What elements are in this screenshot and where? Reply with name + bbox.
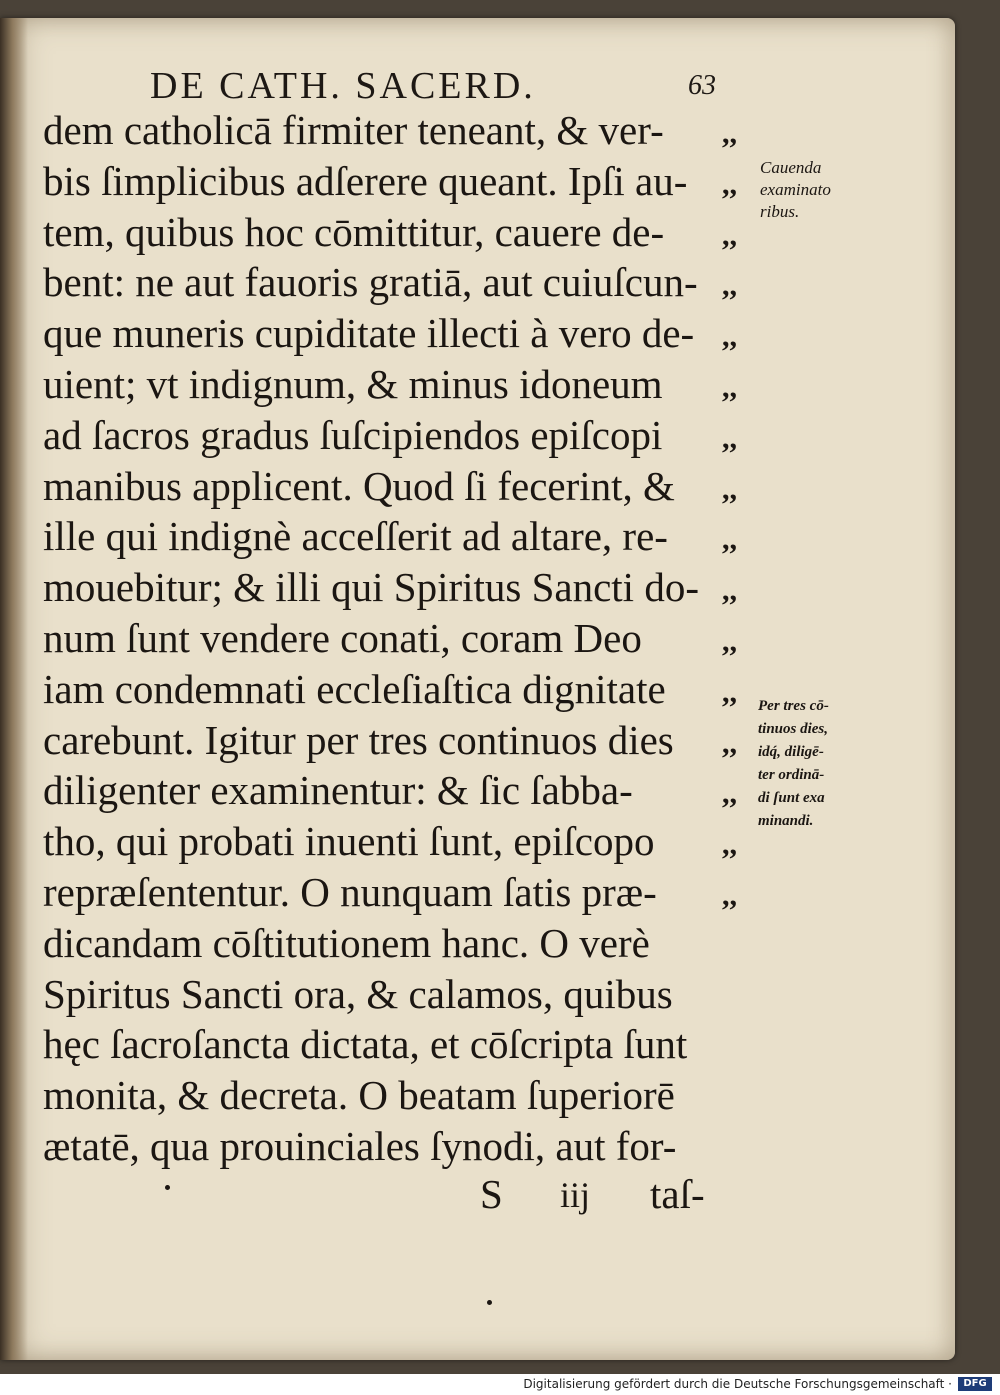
running-title: DE CATH. SACERD. [150,65,536,107]
quote-mark: ,, [722,117,737,150]
note-line: Cauenda [760,158,822,177]
quote-mark: ,, [722,320,737,354]
page-gutter [0,18,28,1360]
text-line: dicandam cōſtitutionem hanc. O verè [43,919,650,966]
quote-mark: ,, [722,523,737,557]
note-line: minandi. [758,813,814,829]
note-line: idq́, diligē- [758,744,824,760]
text-line: repræſententur. O nunquam ſatis præ- [43,868,657,915]
text-line: dem catholicā firmiter teneant, & ver- [43,107,664,153]
text-line: hęc ſacroſancta dictata, et cōſcripta ſunt [43,1021,688,1068]
quote-mark: ,, [722,574,737,608]
quote-mark: ,, [722,726,737,760]
text-line: bis ſimplicibus adſerere queant. Ipſi au- [43,157,688,204]
footer-bar [0,1374,1000,1395]
quote-mark: ,, [722,167,737,201]
quote-mark: ,, [722,269,737,303]
dfg-logo: DFG [958,1377,992,1391]
funding-notice: Digitalisierung gefördert durch die Deutsche Forschungsgemeinschaft · [523,1377,952,1391]
quote-mark: ,, [722,828,737,862]
ink-dot [165,1185,170,1190]
quote-mark: ,, [722,218,737,252]
text-line: num ſunt vendere conati, coram Deo [43,614,642,661]
quote-mark: ,, [722,878,737,912]
quote-mark: ,, [722,777,737,811]
text-line: tem, quibus hoc cōmittitur, cauere de- [43,208,665,255]
catchword: taſ- [650,1171,705,1217]
text-line: Spiritus Sancti ora, & calamos, quibus [43,970,673,1017]
text-line: ad ſacros gradus ſuſcipiendos epiſcopi [43,411,663,458]
signature-number: iij [560,1175,591,1215]
text-line: que muneris cupiditate illecti à vero de- [43,310,695,357]
marginal-note-three-days [758,695,829,833]
quote-mark: ,, [722,370,737,404]
note-line: tinuos dies, [758,721,829,737]
text-line: carebunt. Igitur per tres continuos dies [43,716,674,763]
text-line: tho, qui probati inuenti ſunt, epiſcopo [43,818,655,865]
signature-letter: S [480,1171,503,1217]
marginal-note-examiners [760,157,831,223]
note-line: ter ordinā- [758,767,825,783]
note-line: ribus. [760,202,800,221]
quotation-marks-column [722,105,762,918]
text-line: bent: ne aut fauoris gratiā, aut cuiuſcun- [43,259,698,306]
text-line: iam condemnati eccleſiaſtica dignitate [43,665,666,712]
text-line: diligenter examinentur: & ſic ſabba- [43,767,633,814]
text-line: manibus applicent. Quod ſi fecerint, & [43,462,675,509]
quote-mark: ,, [722,472,737,506]
body-text [43,105,733,1172]
text-line: mouebitur; & illi qui Spiritus Sancti do- [43,564,699,611]
quote-mark: ,, [722,624,737,658]
quote-mark: ,, [722,675,737,709]
note-line: Per tres cō- [758,698,829,714]
quote-mark: ,, [722,421,737,455]
page-number: 63 [688,70,716,101]
text-line: uient; vt indignum, & minus idoneum [43,360,663,407]
text-line: ætatē, qua prouinciales ſynodi, aut for- [43,1122,677,1169]
text-line: monita, & decreta. O beatam ſuperiorē [43,1072,675,1119]
note-line: examinato [760,180,831,199]
ink-dot [487,1300,492,1305]
text-line: ille qui indignè acceſſerit ad altare, re- [43,513,668,560]
note-line: di ſunt exa [758,790,825,806]
